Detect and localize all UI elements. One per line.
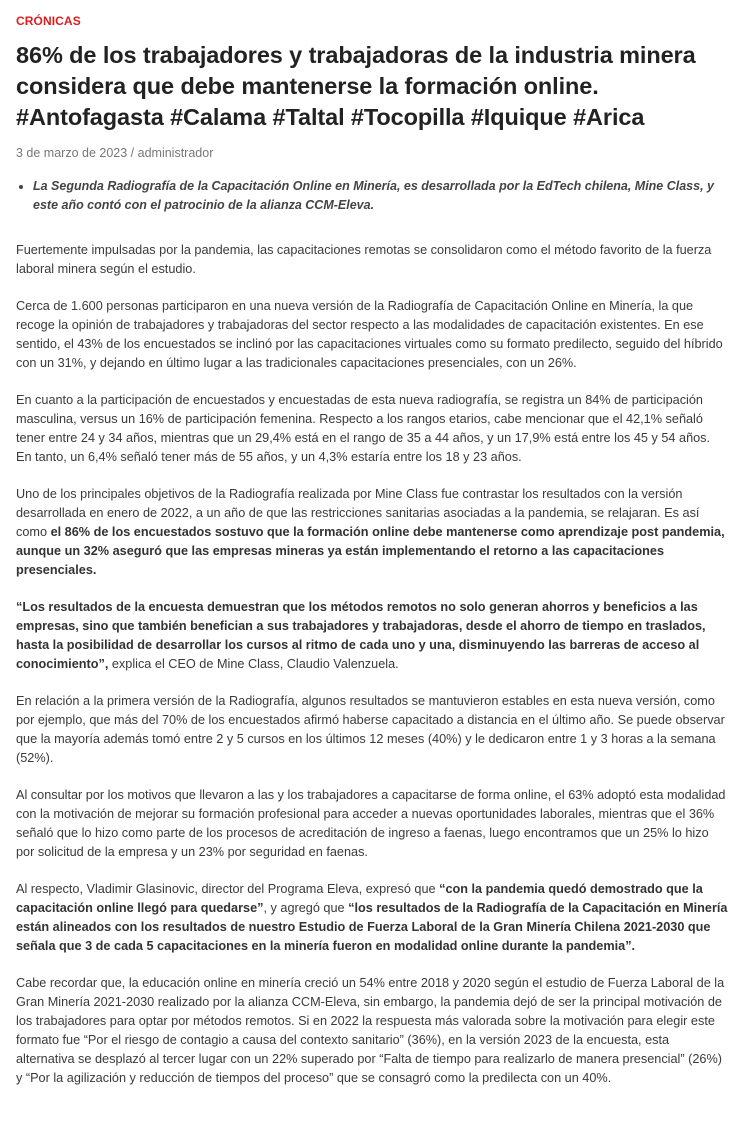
article-title: 86% de los trabajadores y trabajadoras de la industria minera considera que debe mantenerse la formación online. #Antofagasta #Calama #Taltal #Tocopilla #Iquique #Arica — [16, 42, 696, 130]
paragraph-8-quote-a: “con la pandemia quedó demostrado que la capacitación online llegó para quedarse” — [16, 882, 703, 915]
paragraph-4-text: Uno de los principales objetivos de la Radiografía realizada por Mine Class fue contrastar los resultados con la versión desarrollada en enero de 2022, a un año de que las restricciones sanitarias asociadas a la pandemia, se relajaran. Es así como — [16, 487, 700, 539]
paragraph-8-text-b: , y agregó que — [263, 901, 349, 915]
paragraph-8 — [16, 880, 729, 956]
category-link[interactable]: CRÓNICAS — [16, 14, 81, 28]
paragraph-9: Cabe recordar que, la educación online en minería creció un 54% entre 2018 y 2020 según el estudio de Fuerza Laboral de la Gran Minería 2021-2030 realizado por la alianza CCM-Eleva, sin embargo, la pandemia dejó de ser la principal motivación de los trabajadores para optar por métodos remotos. Si en 2022 la respuesta más valorada sobre la motivación para elegir este formato fue “Por el riesgo de contagio a causa del contexto sanitario” (36%), en la versión 2023 de la encuesta, esta alternativa se desplazó al tercer lugar con un 22% superado por “Falta de tiempo para realizarlo de manera presencial” (26%) y “Por la agilización y reducción de tiempos del proceso” que se consagró como la predilecta con un 40%. — [16, 976, 725, 1085]
article-meta — [16, 146, 729, 160]
summary-list — [16, 177, 729, 215]
paragraph-5-text: explica el CEO de Mine Class, Claudio Valenzuela. — [108, 657, 399, 671]
paragraph-2: Cerca de 1.600 personas participaron en una nueva versión de la Radiografía de Capacitación Online en Minería, la que recoge la opinión de trabajadores y trabajadoras del sector respecto a las modalidades de capacitación existentes. En ese sentido, el 43% de los encuestados se inclinó por las capacitaciones virtuales como su formato predilecto, seguido del híbrido con un 31%, y dejando en último lugar a las tradicionales capacitaciones presenciales, con un 26%. — [16, 299, 723, 370]
summary-item: • La Segunda Radiografía de la Capacitación Online en Minería, es desarrollada por la EdTech chilena, Mine Class, y este año contó con el patrocinio de la alianza CCM-Eleva. — [33, 177, 729, 215]
paragraph-8-text-a: Al respecto, Vladimir Glasinovic, director del Programa Eleva, expresó que — [16, 882, 440, 896]
article-author[interactable]: administrador — [137, 146, 214, 160]
paragraph-1: Fuertemente impulsadas por la pandemia, las capacitaciones remotas se consolidaron como el método favorito de la fuerza laboral minera según el estudio. — [16, 243, 712, 276]
article-date[interactable]: 3 de marzo de 2023 — [16, 146, 128, 160]
meta-separator: / — [127, 146, 138, 160]
paragraph-5 — [16, 598, 729, 674]
paragraph-3: En cuanto a la participación de encuestados y encuestadas de esta nueva radiografía, se registra un 84% de participación masculina, versus un 16% de participación femenina. Respecto a los rangos etarios, cabe mencionar que el 42,1% señaló tener entre 24 y 34 años, mientras que un 29,4% está en el rango de 35 a 44 años, y un 17,9% está entre los 45 y 54 años. En tanto, un 6,4% señaló tener más de 55 años, y un 4,3% estaría entre los 18 y 23 años. — [16, 393, 711, 464]
paragraph-5-quote: “Los resultados de la encuesta demuestran que los métodos remotos no solo generan ahorros y beneficios a las empresas, sino que también benefician a sus trabajadores y trabajadoras, desde el ahorro de tiempo en traslados, hasta la posibilidad de desarrollar los cursos al ritmo de cada uno y una, disminuyendo las barreras de acceso al conocimiento”, — [16, 600, 706, 671]
paragraph-6: En relación a la primera versión de la Radiografía, algunos resultados se mantuvieron estables en esta nueva versión, como por ejemplo, que más del 70% de los encuestados afirmó haberse capacitado a distancia en el último año. Se puede observar que la mayoría además tomó entre 2 y 5 cursos en los últimos 12 meses (40%) y le dedicaron entre 1 y 3 horas a la semana (52%). — [16, 694, 725, 765]
paragraph-4-bold: el 86% de los encuestados sostuvo que la formación online debe mantenerse como aprendizaje post pandemia, aunque un 32% aseguró que las empresas mineras ya están implementando el retorno a las capacitaciones presenciales. — [16, 525, 725, 577]
paragraph-8-quote-b: “los resultados de la Radiografía de la Capacitación en Minería están alineados con los resultados de nuestro Estudio de Fuerza Laboral de la Gran Minería Chilena 2021-2030 que señala que 3 de cada 5 capacitaciones en la minería fueron en modalidad online durante la pandemia”. — [16, 901, 728, 953]
paragraph-4 — [16, 485, 729, 580]
paragraph-7: Al consultar por los motivos que llevaron a las y los trabajadores a capacitarse de forma online, el 63% adoptó esta modalidad con la motivación de mejorar su formación profesional para acceder a nuevas oportunidades laborales, mientras que el 36% señaló que lo hizo como parte de los procesos de acreditación de ingreso a faenas, luego encontramos que un 25% lo hizo por solicitud de la empresa y un 23% por seguridad en faenas. — [16, 788, 726, 859]
